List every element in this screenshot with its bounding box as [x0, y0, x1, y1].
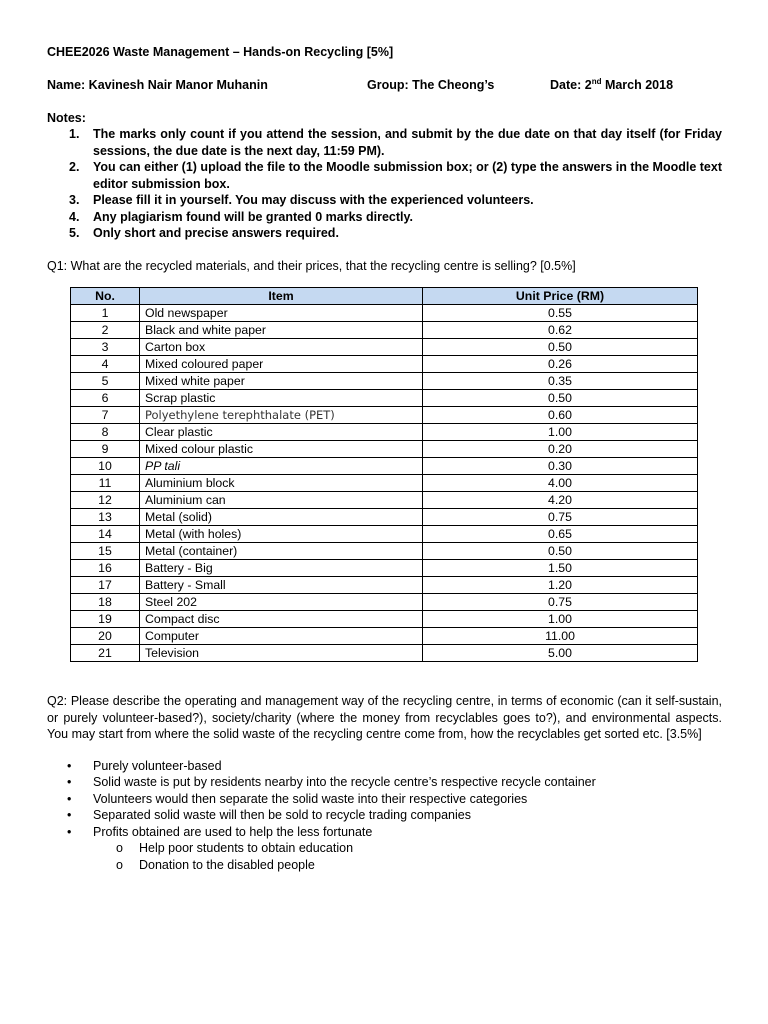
cell-price: 1.50 — [423, 560, 698, 577]
cell-item: Compact disc — [140, 611, 423, 628]
table-row — [71, 441, 698, 458]
cell-no: 14 — [71, 526, 140, 543]
table-row — [71, 390, 698, 407]
answer-text: Separated solid waste will then be sold to recycle trading companies — [93, 808, 471, 822]
answer-sub-text: Donation to the disabled people — [139, 857, 315, 872]
student-name: Name: Kavinesh Nair Manor Muhanin — [47, 77, 268, 92]
price-table — [70, 287, 698, 662]
question-1-label: Q1: — [47, 258, 68, 273]
table-row — [71, 594, 698, 611]
cell-no: 21 — [71, 645, 140, 662]
column-header-price: Unit Price (RM) — [423, 288, 698, 305]
notes-list — [47, 126, 722, 242]
cell-price: 0.65 — [423, 526, 698, 543]
note-text: Only short and precise answers required. — [93, 226, 339, 240]
question-2 — [47, 693, 722, 743]
note-number: 5. — [69, 226, 80, 240]
cell-no: 10 — [71, 458, 140, 475]
note-number: 1. — [69, 127, 80, 141]
cell-item: Television — [140, 645, 423, 662]
table-row — [71, 424, 698, 441]
cell-price: 1.20 — [423, 577, 698, 594]
cell-no: 6 — [71, 390, 140, 407]
cell-price: 0.75 — [423, 594, 698, 611]
bullet-icon: • — [67, 791, 72, 806]
note-item — [47, 159, 722, 192]
column-header-item: Item — [140, 288, 423, 305]
date-prefix: Date: 2 — [550, 77, 592, 92]
answer-text: Profits obtained are used to help the less fortunate — [93, 824, 373, 839]
cell-price: 0.50 — [423, 543, 698, 560]
bullet-icon: • — [67, 824, 72, 839]
cell-price: 0.55 — [423, 305, 698, 322]
cell-item: Mixed colour plastic — [140, 441, 423, 458]
cell-price: 0.75 — [423, 509, 698, 526]
cell-price: 4.20 — [423, 492, 698, 509]
bullet-icon: • — [67, 808, 72, 822]
date-ordinal: nd — [591, 76, 602, 86]
answer-item — [47, 791, 722, 808]
bullet-icon: • — [67, 775, 72, 789]
group-name: Group: The Cheong’s — [367, 77, 495, 92]
question-2-label: Q2: — [47, 694, 68, 708]
cell-no: 20 — [71, 628, 140, 645]
answer-sub-item — [93, 840, 722, 857]
cell-price: 0.30 — [423, 458, 698, 475]
table-row — [71, 611, 698, 628]
answer-text: Solid waste is put by residents nearby into the recycle centre’s respective recycle container — [93, 775, 596, 789]
question-1-text: What are the recycled materials, and their prices, that the recycling centre is selling? [0.5%] — [67, 258, 576, 273]
column-header-no: No. — [71, 288, 140, 305]
table-row — [71, 407, 698, 424]
cell-no: 11 — [71, 475, 140, 492]
cell-item: Computer — [140, 628, 423, 645]
answer-item — [47, 824, 722, 874]
cell-item: Mixed white paper — [140, 373, 423, 390]
table-row — [71, 645, 698, 662]
cell-item: PP tali — [140, 458, 423, 475]
table-row — [71, 475, 698, 492]
table-row — [71, 509, 698, 526]
note-text: You can either (1) upload the file to the Moodle submission box; or (2) type the answers in the Moodle text editor submission box. — [93, 160, 722, 191]
cell-item: Metal (with holes) — [140, 526, 423, 543]
table-row — [71, 339, 698, 356]
table-row — [71, 305, 698, 322]
cell-item: Steel 202 — [140, 594, 423, 611]
cell-item: Black and white paper — [140, 322, 423, 339]
cell-no: 16 — [71, 560, 140, 577]
cell-no: 12 — [71, 492, 140, 509]
table-row — [71, 492, 698, 509]
cell-price: 0.50 — [423, 339, 698, 356]
note-item — [47, 126, 722, 159]
cell-no: 5 — [71, 373, 140, 390]
table-row — [71, 577, 698, 594]
cell-item: Polyethylene terephthalate (PET) — [140, 407, 423, 424]
note-number: 4. — [69, 209, 80, 224]
answer-sub-text: Help poor students to obtain education — [139, 841, 354, 855]
table-row — [71, 628, 698, 645]
answer-text: Purely volunteer-based — [93, 758, 222, 773]
cell-item: Metal (solid) — [140, 509, 423, 526]
cell-item: Carton box — [140, 339, 423, 356]
cell-item: Battery - Big — [140, 560, 423, 577]
cell-no: 4 — [71, 356, 140, 373]
answer-text: Volunteers would then separate the solid waste into their respective categories — [93, 791, 528, 806]
cell-item: Old newspaper — [140, 305, 423, 322]
cell-price: 5.00 — [423, 645, 698, 662]
date-suffix: March 2018 — [601, 77, 674, 92]
table-row — [71, 373, 698, 390]
notes-heading: Notes: — [47, 110, 86, 125]
answer-sub-list — [93, 840, 722, 873]
answer-item — [47, 758, 722, 775]
note-text: Please fill it in yourself. You may discuss with the experienced volunteers. — [93, 193, 534, 207]
table-row — [71, 458, 698, 475]
cell-price: 0.60 — [423, 407, 698, 424]
note-item — [47, 225, 722, 242]
cell-item: Aluminium can — [140, 492, 423, 509]
cell-price: 0.35 — [423, 373, 698, 390]
cell-item: Metal (container) — [140, 543, 423, 560]
cell-item: Scrap plastic — [140, 390, 423, 407]
cell-item: Mixed coloured paper — [140, 356, 423, 373]
table-row — [71, 560, 698, 577]
cell-item: Clear plastic — [140, 424, 423, 441]
cell-no: 13 — [71, 509, 140, 526]
question-1 — [47, 258, 722, 275]
question-2-text: Please describe the operating and management way of the recycling centre, in terms of economic (can it self-sustain, or purely volunteer-based?), society/charity (where the money from recyclables goes to?), and environmental aspects. You may start from where the solid waste of the recycling centre come from, how the recyclables get sorted etc. [3.5%] — [47, 694, 722, 741]
cell-item: Aluminium block — [140, 475, 423, 492]
cell-item: Battery - Small — [140, 577, 423, 594]
cell-no: 7 — [71, 407, 140, 424]
table-row — [71, 526, 698, 543]
cell-price: 0.26 — [423, 356, 698, 373]
cell-price: 0.20 — [423, 441, 698, 458]
note-text: Any plagiarism found will be granted 0 marks directly. — [93, 209, 413, 224]
note-text: The marks only count if you attend the session, and submit by the due date on that day itself (for Friday sessions, the due date is the next day, 11:59 PM). — [93, 127, 722, 158]
cell-no: 9 — [71, 441, 140, 458]
cell-no: 19 — [71, 611, 140, 628]
note-item — [47, 209, 722, 226]
cell-no: 2 — [71, 322, 140, 339]
answer-item — [47, 807, 722, 824]
answer-sub-item — [93, 857, 722, 874]
cell-price: 4.00 — [423, 475, 698, 492]
answer-item — [47, 774, 722, 791]
note-number: 3. — [69, 193, 80, 207]
document-title: CHEE2026 Waste Management – Hands-on Recycling [5%] — [47, 45, 394, 59]
document-page — [47, 44, 722, 873]
cell-price: 1.00 — [423, 424, 698, 441]
cell-no: 1 — [71, 305, 140, 322]
table-header-row — [71, 288, 698, 305]
sub-bullet-icon: o — [116, 857, 123, 872]
submission-date — [550, 77, 673, 94]
cell-no: 17 — [71, 577, 140, 594]
cell-price: 1.00 — [423, 611, 698, 628]
table-row — [71, 322, 698, 339]
bullet-icon: • — [67, 758, 72, 773]
note-item — [47, 192, 722, 209]
sub-bullet-icon: o — [116, 841, 123, 855]
cell-no: 8 — [71, 424, 140, 441]
cell-price: 0.50 — [423, 390, 698, 407]
price-table-body — [71, 305, 698, 662]
student-info-row — [47, 77, 722, 94]
answer-list — [47, 758, 722, 874]
table-row — [71, 356, 698, 373]
cell-no: 3 — [71, 339, 140, 356]
cell-price: 11.00 — [423, 628, 698, 645]
note-number: 2. — [69, 160, 80, 174]
cell-no: 15 — [71, 543, 140, 560]
table-row — [71, 543, 698, 560]
cell-no: 18 — [71, 594, 140, 611]
cell-price: 0.62 — [423, 322, 698, 339]
